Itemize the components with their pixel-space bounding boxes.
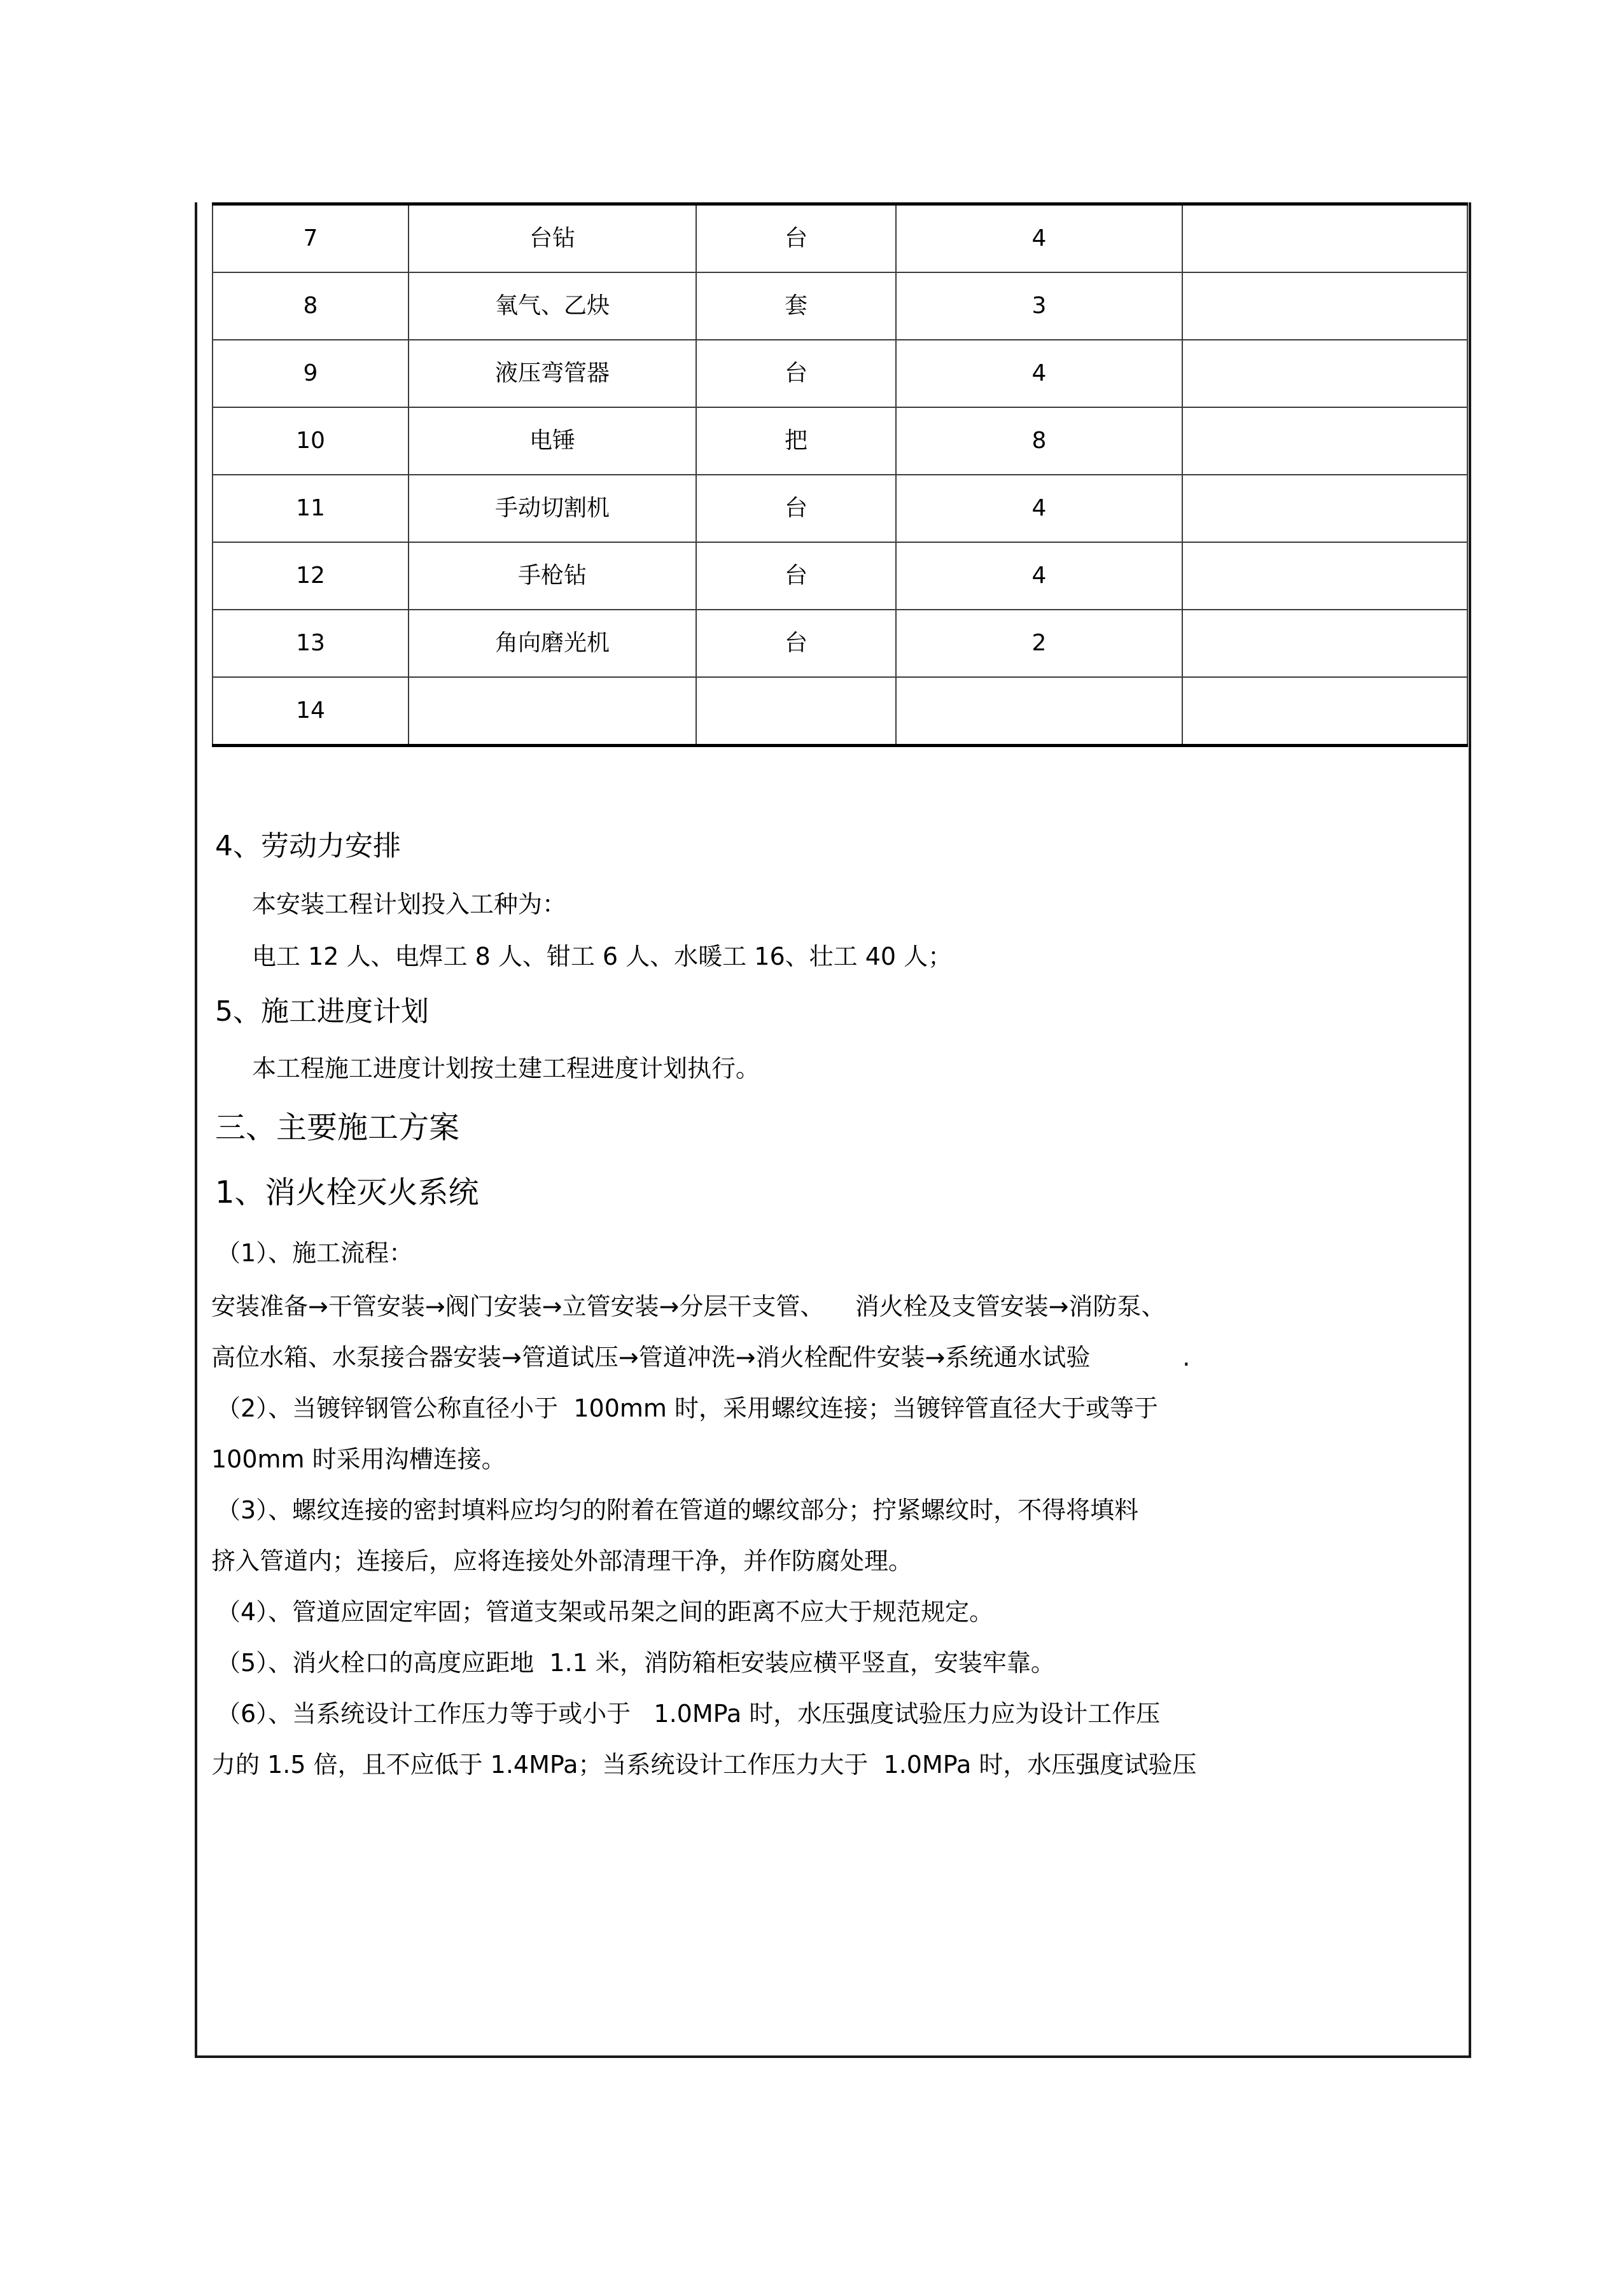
- cell-name: 角向磨光机: [409, 610, 696, 677]
- cell-name: 液压弯管器: [409, 340, 696, 407]
- cell-unit: [696, 677, 896, 746]
- cell-qty: 4: [896, 340, 1182, 407]
- table-row: [213, 272, 1467, 340]
- table-row: [213, 340, 1467, 407]
- cell-remark: [1182, 475, 1467, 542]
- item-3-line-1: （3）、螺纹连接的密封填料应均匀的附着在管道的螺纹部分；拧紧螺纹时，不得将填料: [216, 1496, 1139, 1524]
- heading-hydrant-system: 1、消火栓灭火系统: [215, 1175, 479, 1210]
- cell-unit: 台: [696, 542, 896, 610]
- cell-qty: 4: [896, 475, 1182, 542]
- table-row: [213, 475, 1467, 542]
- document-body: [202, 832, 1466, 1777]
- table-row: [213, 610, 1467, 677]
- item-6-line-2: 力的 1.5 倍，且不应低于 1.4MPa；当系统设计工作压力大于 1.0MPa 时，水压强度试验压: [211, 1751, 1197, 1779]
- cell-name: 手枪钻: [409, 542, 696, 610]
- flow-line-1: 安装准备→干管安装→阀门安装→立管安装→分层干支管、 消火栓及支管安装→消防泵、: [211, 1292, 1166, 1320]
- cell-no: 12: [213, 542, 409, 610]
- cell-remark: [1182, 272, 1467, 340]
- cell-qty: 8: [896, 407, 1182, 475]
- cell-no: 13: [213, 610, 409, 677]
- cell-remark: [1182, 204, 1467, 273]
- paragraph-trades-counts: 电工 12 人、电焊工 8 人、钳工 6 人、水暖工 16、壮工 40 人；: [252, 942, 953, 970]
- table-row: [213, 677, 1467, 746]
- cell-name: 电锤: [409, 407, 696, 475]
- item-2-line-1: （2）、当镀锌钢管公称直径小于 100mm 时，采用螺纹连接；当镀锌管直径大于或等于: [216, 1394, 1158, 1422]
- cell-unit: 把: [696, 407, 896, 475]
- cell-qty: [896, 677, 1182, 746]
- cell-unit: 台: [696, 610, 896, 677]
- flow-line-2: 高位水箱、水泵接合器安装→管道试压→管道冲洗→消火栓配件安装→系统通水试验 .: [211, 1343, 1191, 1371]
- heading-main-methods: 三、主要施工方案: [215, 1110, 460, 1145]
- cell-qty: 4: [896, 204, 1182, 273]
- heading-schedule: 5、施工进度计划: [215, 995, 429, 1028]
- cell-name: 手动切割机: [409, 475, 696, 542]
- cell-unit: 台: [696, 475, 896, 542]
- table-row: [213, 407, 1467, 475]
- cell-remark: [1182, 407, 1467, 475]
- cell-no: 7: [213, 204, 409, 273]
- label-construction-flow: （1）、施工流程：: [216, 1239, 414, 1267]
- cell-unit: 套: [696, 272, 896, 340]
- cell-unit: 台: [696, 204, 896, 273]
- cell-no: 10: [213, 407, 409, 475]
- equipment-table-body: [213, 204, 1467, 746]
- item-6-line-1: （6）、当系统设计工作压力等于或小于 1.0MPa 时，水压强度试验压力应为设计工作压: [216, 1700, 1161, 1728]
- cell-remark: [1182, 542, 1467, 610]
- cell-unit: 台: [696, 340, 896, 407]
- cell-no: 14: [213, 677, 409, 746]
- heading-labour-arrangement: 4、劳动力安排: [215, 830, 401, 862]
- cell-name: 氧气、乙炔: [409, 272, 696, 340]
- equipment-table: [212, 202, 1468, 747]
- cell-remark: [1182, 610, 1467, 677]
- cell-name: 台钻: [409, 204, 696, 273]
- cell-qty: 2: [896, 610, 1182, 677]
- item-5-line-1: （5）、消火栓口的高度应距地 1.1 米，消防箱柜安装应横平竖直，安装牢靠。: [216, 1649, 1055, 1677]
- cell-remark: [1182, 677, 1467, 746]
- item-4-line-1: （4）、管道应固定牢固；管道支架或吊架之间的距离不应大于规范规定。: [216, 1598, 994, 1626]
- item-3-line-2: 挤入管道内；连接后，应将连接处外部清理干净，并作防腐处理。: [211, 1547, 913, 1575]
- cell-qty: 4: [896, 542, 1182, 610]
- table-row: [213, 204, 1467, 273]
- paragraph-trades-intro: 本安装工程计划投入工种为：: [252, 890, 567, 918]
- item-2-line-2: 100mm 时采用沟槽连接。: [211, 1445, 506, 1473]
- cell-qty: 3: [896, 272, 1182, 340]
- paragraph-schedule-body: 本工程施工进度计划按土建工程进度计划执行。: [252, 1054, 760, 1082]
- cell-no: 8: [213, 272, 409, 340]
- cell-name: [409, 677, 696, 746]
- cell-no: 11: [213, 475, 409, 542]
- cell-no: 9: [213, 340, 409, 407]
- cell-remark: [1182, 340, 1467, 407]
- table-row: [213, 542, 1467, 610]
